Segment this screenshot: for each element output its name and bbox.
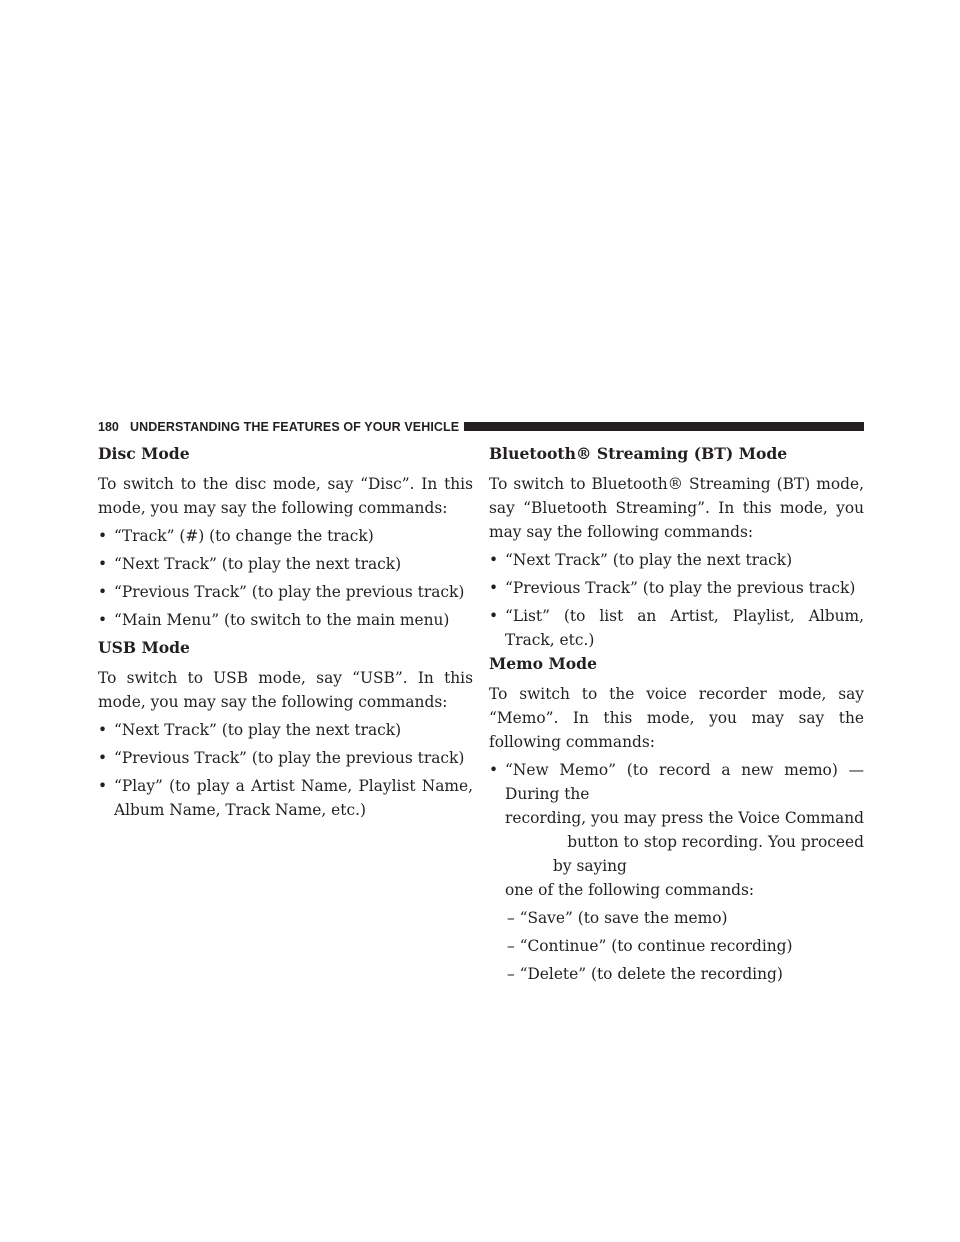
bullet-icon: • bbox=[98, 777, 108, 795]
page-number: 180 bbox=[98, 420, 119, 434]
list-item: • “Track” (#) (to change the track) bbox=[98, 524, 473, 548]
bullet-icon: • bbox=[98, 611, 108, 629]
bt-mode-intro: To switch to Bluetooth® Streaming (BT) mode, say “Bluetooth Streaming”. In this mode, you may say the following commands: bbox=[489, 475, 864, 541]
memo-mode-intro: To switch to the voice recorder mode, say “Memo”. In this mode, you may say the following commands: bbox=[489, 685, 864, 751]
bt-mode-commands bbox=[489, 548, 864, 652]
memo-mode-commands bbox=[489, 758, 864, 878]
bullet-icon: • bbox=[98, 749, 108, 767]
section-title: UNDERSTANDING THE FEATURES OF YOUR VEHICLE bbox=[130, 420, 460, 434]
list-item: • “List” (to list an Artist, Playlist, Album, Track, etc.) bbox=[489, 604, 864, 652]
list-item: • “Previous Track” (to play the previous track) bbox=[98, 746, 473, 770]
disc-mode-intro: To switch to the disc mode, say “Disc”. In this mode, you may say the following commands: bbox=[98, 475, 473, 517]
memo-continuation: one of the following commands: bbox=[505, 881, 755, 899]
list-item: • “Next Track” (to play the next track) bbox=[98, 552, 473, 576]
left-column bbox=[98, 442, 473, 822]
memo-mode-heading: Memo Mode bbox=[489, 654, 597, 673]
bullet-icon: • bbox=[489, 551, 499, 569]
bullet-icon: • bbox=[489, 761, 499, 779]
list-item: • “Previous Track” (to play the previous track) bbox=[489, 576, 864, 600]
list-item: – “Continue” (to continue recording) bbox=[507, 937, 793, 955]
right-column bbox=[489, 442, 864, 986]
memo-subcommands bbox=[489, 906, 864, 986]
list-item: • “Next Track” (to play the next track) bbox=[98, 718, 473, 742]
disc-mode-heading: Disc Mode bbox=[98, 444, 190, 463]
bullet-icon: • bbox=[98, 555, 108, 573]
list-item: – “Save” (to save the memo) bbox=[507, 909, 728, 927]
list-item: • “Main Menu” (to switch to the main menu) bbox=[98, 608, 473, 632]
list-item: • “Next Track” (to play the next track) bbox=[489, 548, 864, 572]
header-rule bbox=[464, 422, 864, 431]
bullet-icon: • bbox=[98, 583, 108, 601]
list-item: • “Play” (to play a Artist Name, Playlist Name, Album Name, Track Name, etc.) bbox=[98, 774, 473, 822]
bullet-icon: • bbox=[98, 527, 108, 545]
list-item: • “New Memo” (to record a new memo) — During the recording, you may press the Voice Command button to stop recording. You proceed by saying bbox=[489, 758, 864, 878]
page-header bbox=[98, 419, 864, 435]
list-item: – “Delete” (to delete the recording) bbox=[507, 965, 783, 983]
bullet-icon: • bbox=[489, 607, 499, 625]
bt-mode-heading: Bluetooth® Streaming (BT) Mode bbox=[489, 444, 788, 463]
bullet-icon: • bbox=[489, 579, 499, 597]
usb-mode-commands bbox=[98, 718, 473, 822]
usb-mode-intro: To switch to USB mode, say “USB”. In this mode, you may say the following commands: bbox=[98, 669, 473, 711]
list-item: • “Previous Track” (to play the previous track) bbox=[98, 580, 473, 604]
disc-mode-commands bbox=[98, 524, 473, 632]
usb-mode-heading: USB Mode bbox=[98, 638, 190, 657]
bullet-icon: • bbox=[98, 721, 108, 739]
